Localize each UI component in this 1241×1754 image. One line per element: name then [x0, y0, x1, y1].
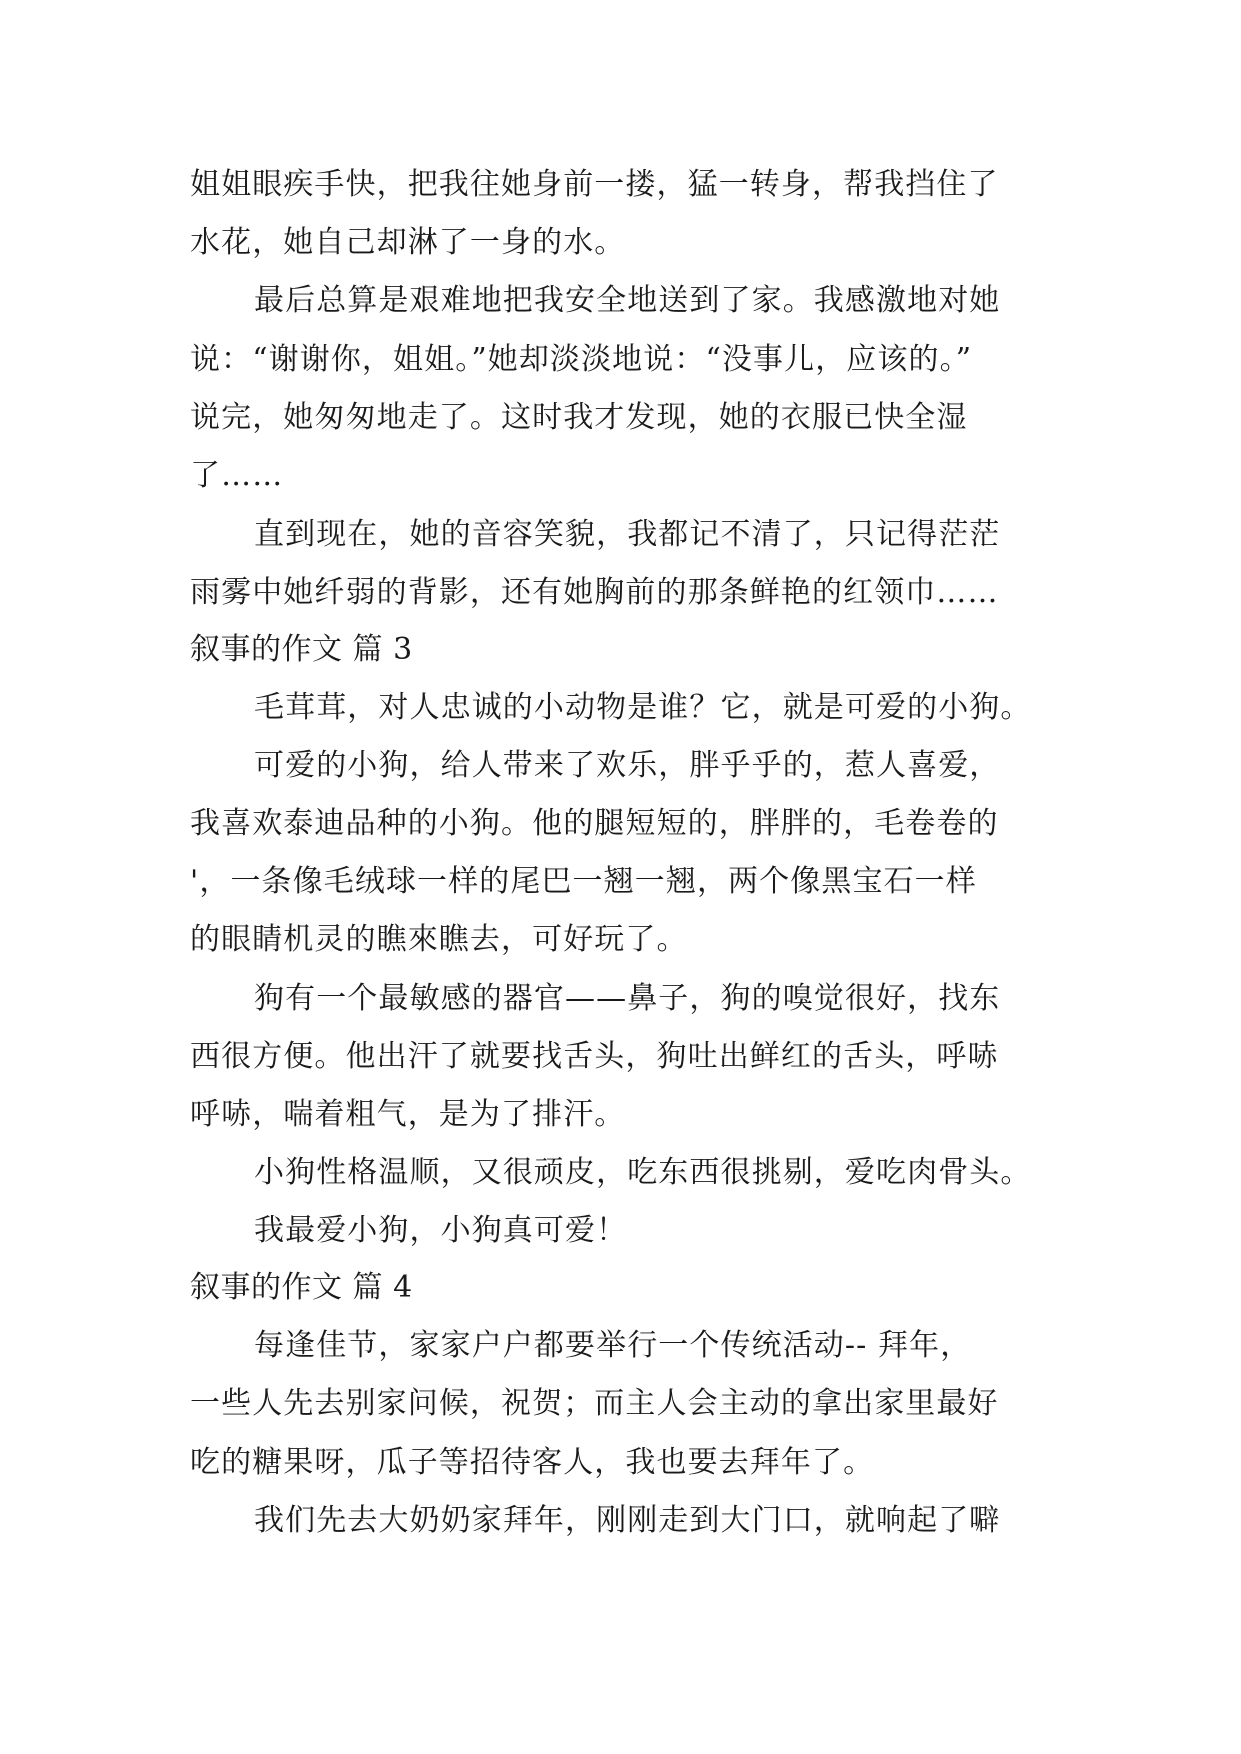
- paragraph-start: 小狗性格温顺，又很顽皮，吃东西很挑剔，爱吃肉骨头。: [254, 1155, 1032, 1190]
- text-line: 了……: [190, 458, 284, 493]
- text-line: 吃的糖果呀，瓜子等招待客人，我也要去拜年了。: [190, 1445, 875, 1480]
- text-line: 说：“谢谢你，姐姐。”她却淡淡地说：“没事儿，应该的。”: [190, 342, 973, 377]
- text-line: 的眼睛机灵的瞧來瞧去，可好玩了。: [190, 922, 688, 957]
- text-line: 我喜欢泰迪品种的小狗。他的腿短短的，胖胖的，毛卷卷的: [190, 806, 999, 841]
- text-line: '，一条像毛绒球一样的尾巴一翘一翘，两个像黑宝石一样: [190, 864, 977, 899]
- text-line: 西很方便。他出汗了就要找舌头，狗吐出鲜红的舌头，呼哧: [190, 1039, 999, 1074]
- paragraph-start: 最后总算是艰难地把我安全地送到了家。我感激地对她: [254, 283, 1001, 318]
- text-line: 姐姐眼疾手快，把我往她身前一搂，猛一转身，帮我挡住了: [190, 167, 999, 202]
- paragraph-start: 每逢佳节，家家户户都要举行一个传统活动-- 拜年，: [254, 1328, 972, 1363]
- paragraph-start: 可爱的小狗，给人带来了欢乐，胖乎乎的，惹人喜爱，: [254, 748, 1001, 783]
- text-line: 水花，她自己却淋了一身的水。: [190, 225, 626, 260]
- paragraph-start: 我们先去大奶奶家拜年，刚刚走到大门口，就响起了噼: [254, 1503, 1001, 1538]
- text-line: 一些人先去别家问候，祝贺；而主人会主动的拿出家里最好: [190, 1386, 999, 1421]
- text-line: 说完，她匆匆地走了。这时我才发现，她的衣服已快全湿: [190, 400, 968, 435]
- section-heading: 叙事的作文 篇 3: [190, 632, 413, 667]
- section-heading: 叙事的作文 篇 4: [190, 1270, 413, 1305]
- paragraph-start: 直到现在，她的音容笑貌，我都记不清了，只记得茫茫: [254, 517, 1001, 552]
- paragraph-start: 毛茸茸，对人忠诚的小动物是谁？它，就是可爱的小狗。: [254, 690, 1032, 725]
- text-line: 雨雾中她纤弱的背影，还有她胸前的那条鲜艳的红领巾……: [190, 575, 999, 610]
- paragraph-start: 我最爱小狗，小狗真可爱！: [254, 1213, 628, 1248]
- paragraph-start: 狗有一个最敏感的器官——鼻子，狗的嗅觉很好，找东: [254, 981, 1001, 1016]
- text-line: 呼哧，喘着粗气，是为了排汗。: [190, 1097, 626, 1132]
